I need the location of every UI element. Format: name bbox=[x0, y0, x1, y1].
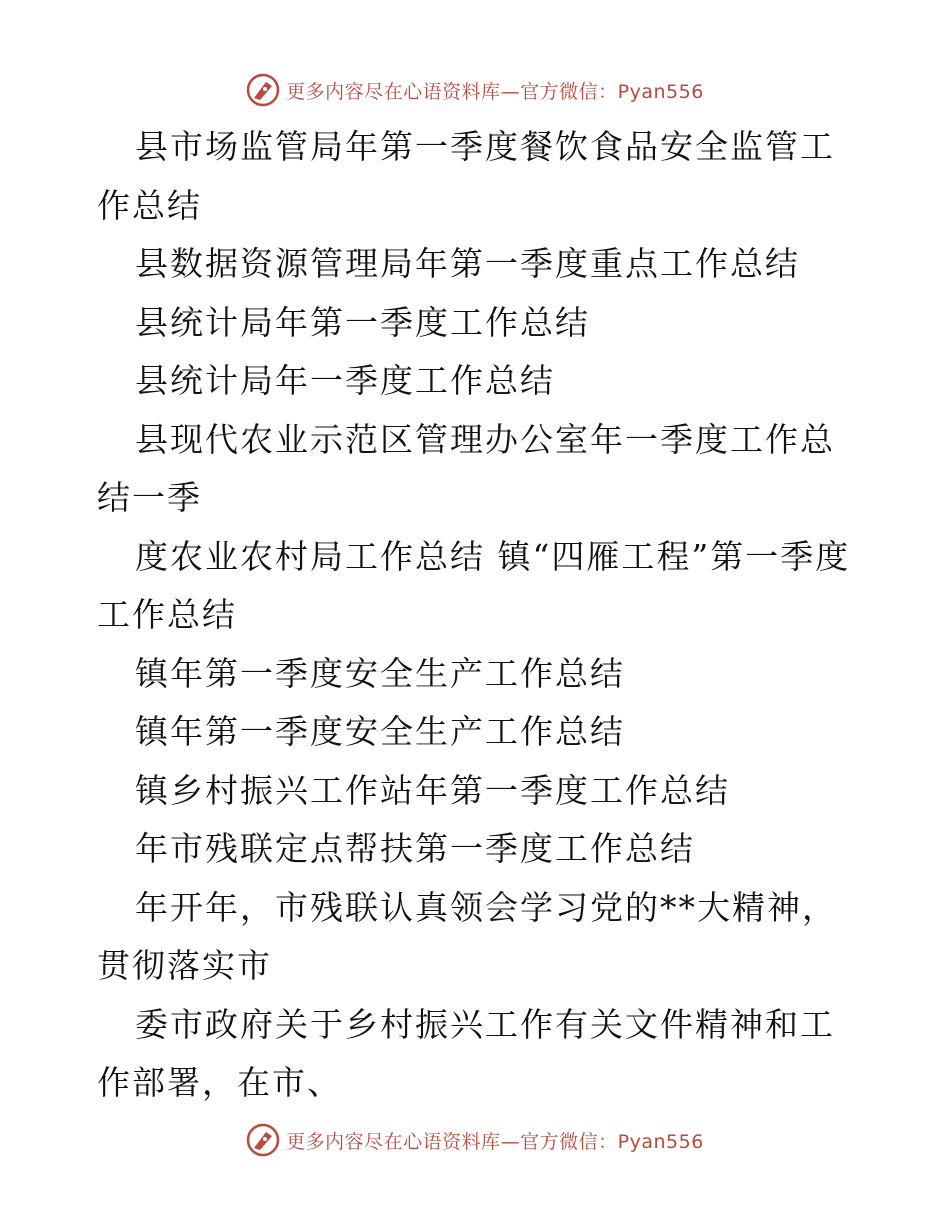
paragraph: 县统计局年一季度工作总结 bbox=[135, 361, 555, 400]
paragraph: 县统计局年第一季度工作总结 bbox=[135, 302, 590, 342]
footer-watermark bbox=[0, 1120, 950, 1160]
pen-nib-logo-icon bbox=[246, 73, 280, 107]
document-body bbox=[97, 118, 857, 1113]
watermark-text: 更多内容尽在心语资料库—官方微信：Pyan556 bbox=[286, 80, 704, 103]
watermark-text: 更多内容尽在心语资料库—官方微信：Pyan556 bbox=[286, 1130, 704, 1153]
paragraph: 委市政府关于乡村振兴工作有关文件精神和工作部署，在市、 bbox=[97, 1004, 835, 1102]
paragraph: 年市残联定点帮扶第一季度工作总结 bbox=[135, 829, 695, 868]
paragraph: 县市场监管局年第一季度餐饮食品安全监管工作总结 bbox=[97, 127, 835, 225]
paragraph: 镇年第一季度安全生产工作总结 bbox=[135, 653, 625, 693]
paragraph: 年开年，市残联认真领会学习党的**大精神，贯彻落实市 bbox=[97, 887, 837, 985]
paragraph: 镇年第一季度安全生产工作总结 bbox=[135, 712, 625, 751]
paragraph: 县现代农业示范区管理办公室年一季度工作总结一季 bbox=[97, 419, 835, 517]
header-watermark bbox=[0, 70, 950, 110]
pen-nib-logo-icon bbox=[246, 1123, 280, 1157]
paragraph: 度农业农村局工作总结 镇“四雁工程”第一季度工作总结 bbox=[97, 536, 851, 634]
paragraph: 镇乡村振兴工作站年第一季度工作总结 bbox=[135, 770, 730, 810]
paragraph: 县数据资源管理局年第一季度重点工作总结 bbox=[135, 244, 800, 283]
